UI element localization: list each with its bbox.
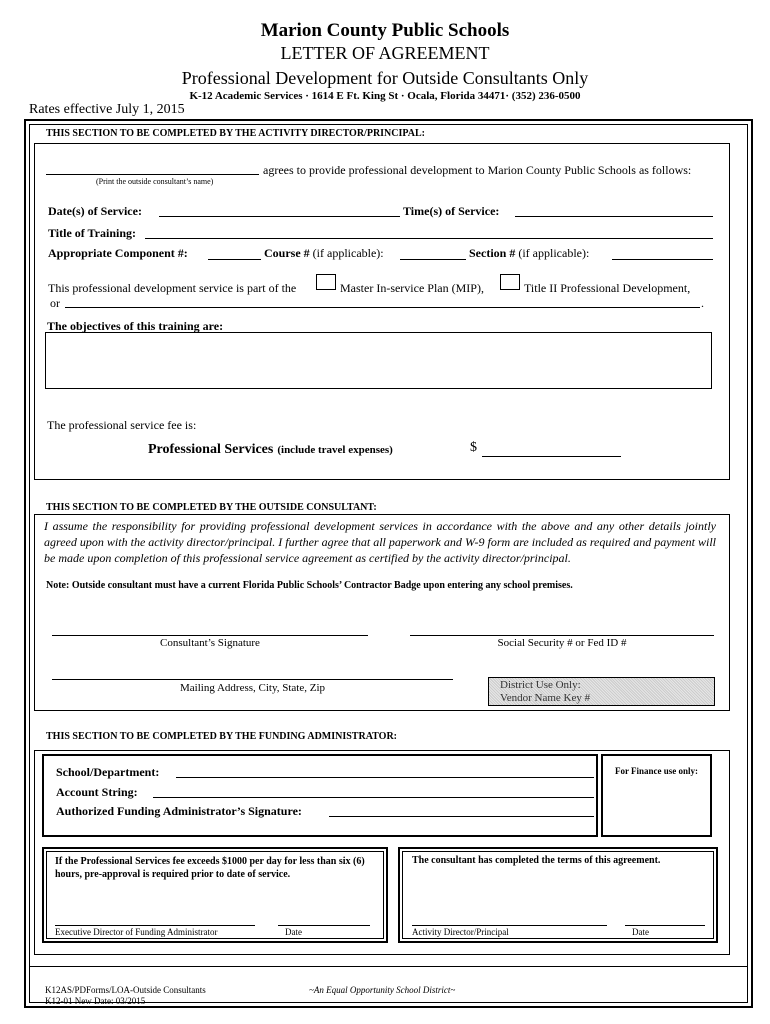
form-id: K12-01 New Date: 03/2015 bbox=[45, 996, 146, 1006]
completion-text: The consultant has completed the terms of this agreement. bbox=[412, 855, 661, 866]
footer-divider bbox=[29, 966, 748, 967]
preapproval-text: If the Professional Services fee exceeds $1000 per day for less than six (6) hours, pre-approval is required prior to date of service. bbox=[55, 856, 365, 880]
objectives-textarea[interactable] bbox=[45, 332, 712, 389]
title2-checkbox[interactable] bbox=[500, 274, 520, 290]
school-input[interactable] bbox=[176, 777, 594, 778]
completion-date-caption: Date bbox=[632, 927, 649, 937]
dollar-sign: $ bbox=[470, 440, 477, 455]
part-of-text: This professional development service is part of the bbox=[48, 281, 297, 295]
component-input[interactable] bbox=[208, 259, 261, 260]
ssn-caption: Social Security # or Fed ID # bbox=[497, 637, 627, 649]
district-title: Marion County Public Schools bbox=[260, 20, 510, 41]
document-title: LETTER OF AGREEMENT bbox=[280, 43, 490, 63]
section-label-text: Section # bbox=[469, 246, 516, 260]
agrees-text: agrees to provide professional development to Marion County Public Schools as follows: bbox=[263, 163, 692, 177]
school-label: School/Department: bbox=[56, 765, 160, 779]
or-label: or bbox=[50, 296, 60, 310]
badge-note: Note: Outside consultant must have a current Florida Public Schools’ Contractor Badge upon entering any school premises. bbox=[46, 580, 573, 591]
title-label: Title of Training: bbox=[48, 226, 137, 240]
section-input[interactable] bbox=[612, 259, 713, 260]
auth-signature-input[interactable] bbox=[329, 816, 594, 817]
consultant-name-input[interactable] bbox=[46, 174, 259, 175]
form-path: K12AS/PDForms/LOA-Outside Consultants bbox=[45, 985, 206, 995]
exec-date-input[interactable] bbox=[278, 925, 370, 926]
address-caption: Mailing Address, City, State, Zip bbox=[179, 682, 326, 694]
exec-director-caption: Executive Director of Funding Administrator bbox=[55, 927, 218, 937]
account-label: Account String: bbox=[56, 785, 138, 799]
prof-services-text: Professional Services bbox=[148, 442, 274, 457]
fee-intro: The professional service fee is: bbox=[47, 418, 197, 432]
section-note: (if applicable): bbox=[515, 246, 590, 260]
auth-signature-label: Authorized Funding Administrator’s Signature: bbox=[56, 804, 302, 818]
professional-services-label bbox=[148, 440, 393, 458]
ssn-input[interactable] bbox=[410, 635, 714, 636]
document-subtitle: Professional Development for Outside Consultants Only bbox=[181, 68, 589, 88]
dates-input[interactable] bbox=[159, 216, 400, 217]
section3-heading: THIS SECTION TO BE COMPLETED BY THE FUNDING ADMINISTRATOR: bbox=[46, 731, 398, 742]
course-input[interactable] bbox=[400, 259, 466, 260]
exec-director-signature-input[interactable] bbox=[55, 925, 255, 926]
district-use-box bbox=[488, 677, 715, 706]
title2-label: Title II Professional Development, bbox=[524, 281, 691, 295]
account-input[interactable] bbox=[153, 797, 594, 798]
travel-note: (include travel expenses) bbox=[277, 444, 393, 456]
consultant-statement: I assume the responsibility for providing professional development services in accordance with the above and any other details jointly agreed upon with the activity director/principal. I further agree that all paperwork and W-9 form are included as required and payment will be made upon completion of this professional service agreement as certified by the activity director/principal. bbox=[44, 519, 716, 565]
district-use-label: District Use Only: bbox=[500, 679, 581, 691]
activity-director-caption: Activity Director/Principal bbox=[412, 927, 509, 937]
mip-label: Master In-service Plan (MIP), bbox=[340, 281, 484, 295]
consultant-signature-input[interactable] bbox=[52, 635, 368, 636]
rates-effective: Rates effective July 1, 2015 bbox=[29, 102, 185, 117]
eeo-statement: ~An Equal Opportunity School District~ bbox=[309, 985, 456, 995]
course-label bbox=[264, 246, 384, 261]
office-address: K-12 Academic Services · 1614 E Ft. King St · Ocala, Florida 34471· (352) 236-0500 bbox=[189, 90, 581, 102]
course-label-text: Course # bbox=[264, 246, 310, 260]
other-input[interactable] bbox=[65, 307, 700, 308]
fee-input[interactable] bbox=[482, 456, 621, 457]
section2-heading: THIS SECTION TO BE COMPLETED BY THE OUTSIDE CONSULTANT: bbox=[46, 502, 377, 513]
section1-heading: THIS SECTION TO BE COMPLETED BY THE ACTIVITY DIRECTOR/PRINCIPAL: bbox=[46, 128, 425, 139]
section-label bbox=[469, 246, 589, 261]
title-input[interactable] bbox=[145, 238, 713, 239]
consultant-name-caption: (Print the outside consultant’s name) bbox=[96, 177, 214, 186]
finance-label: For Finance use only: bbox=[614, 766, 699, 776]
exec-date-caption: Date bbox=[285, 927, 302, 937]
completion-date-input[interactable] bbox=[625, 925, 705, 926]
times-label: Time(s) of Service: bbox=[403, 204, 500, 218]
dates-label: Date(s) of Service: bbox=[48, 204, 142, 218]
mailing-address-input[interactable] bbox=[52, 679, 453, 680]
component-label: Appropriate Component #: bbox=[48, 246, 188, 260]
finance-box bbox=[601, 754, 712, 837]
vendor-key-label: Vendor Name Key # bbox=[500, 692, 591, 704]
other-period: . bbox=[701, 296, 704, 310]
course-note: (if applicable): bbox=[309, 246, 384, 260]
signature-caption: Consultant’s Signature bbox=[160, 637, 260, 649]
objectives-label: The objectives of this training are: bbox=[47, 319, 224, 333]
activity-director-signature-input[interactable] bbox=[412, 925, 607, 926]
times-input[interactable] bbox=[515, 216, 713, 217]
mip-checkbox[interactable] bbox=[316, 274, 336, 290]
